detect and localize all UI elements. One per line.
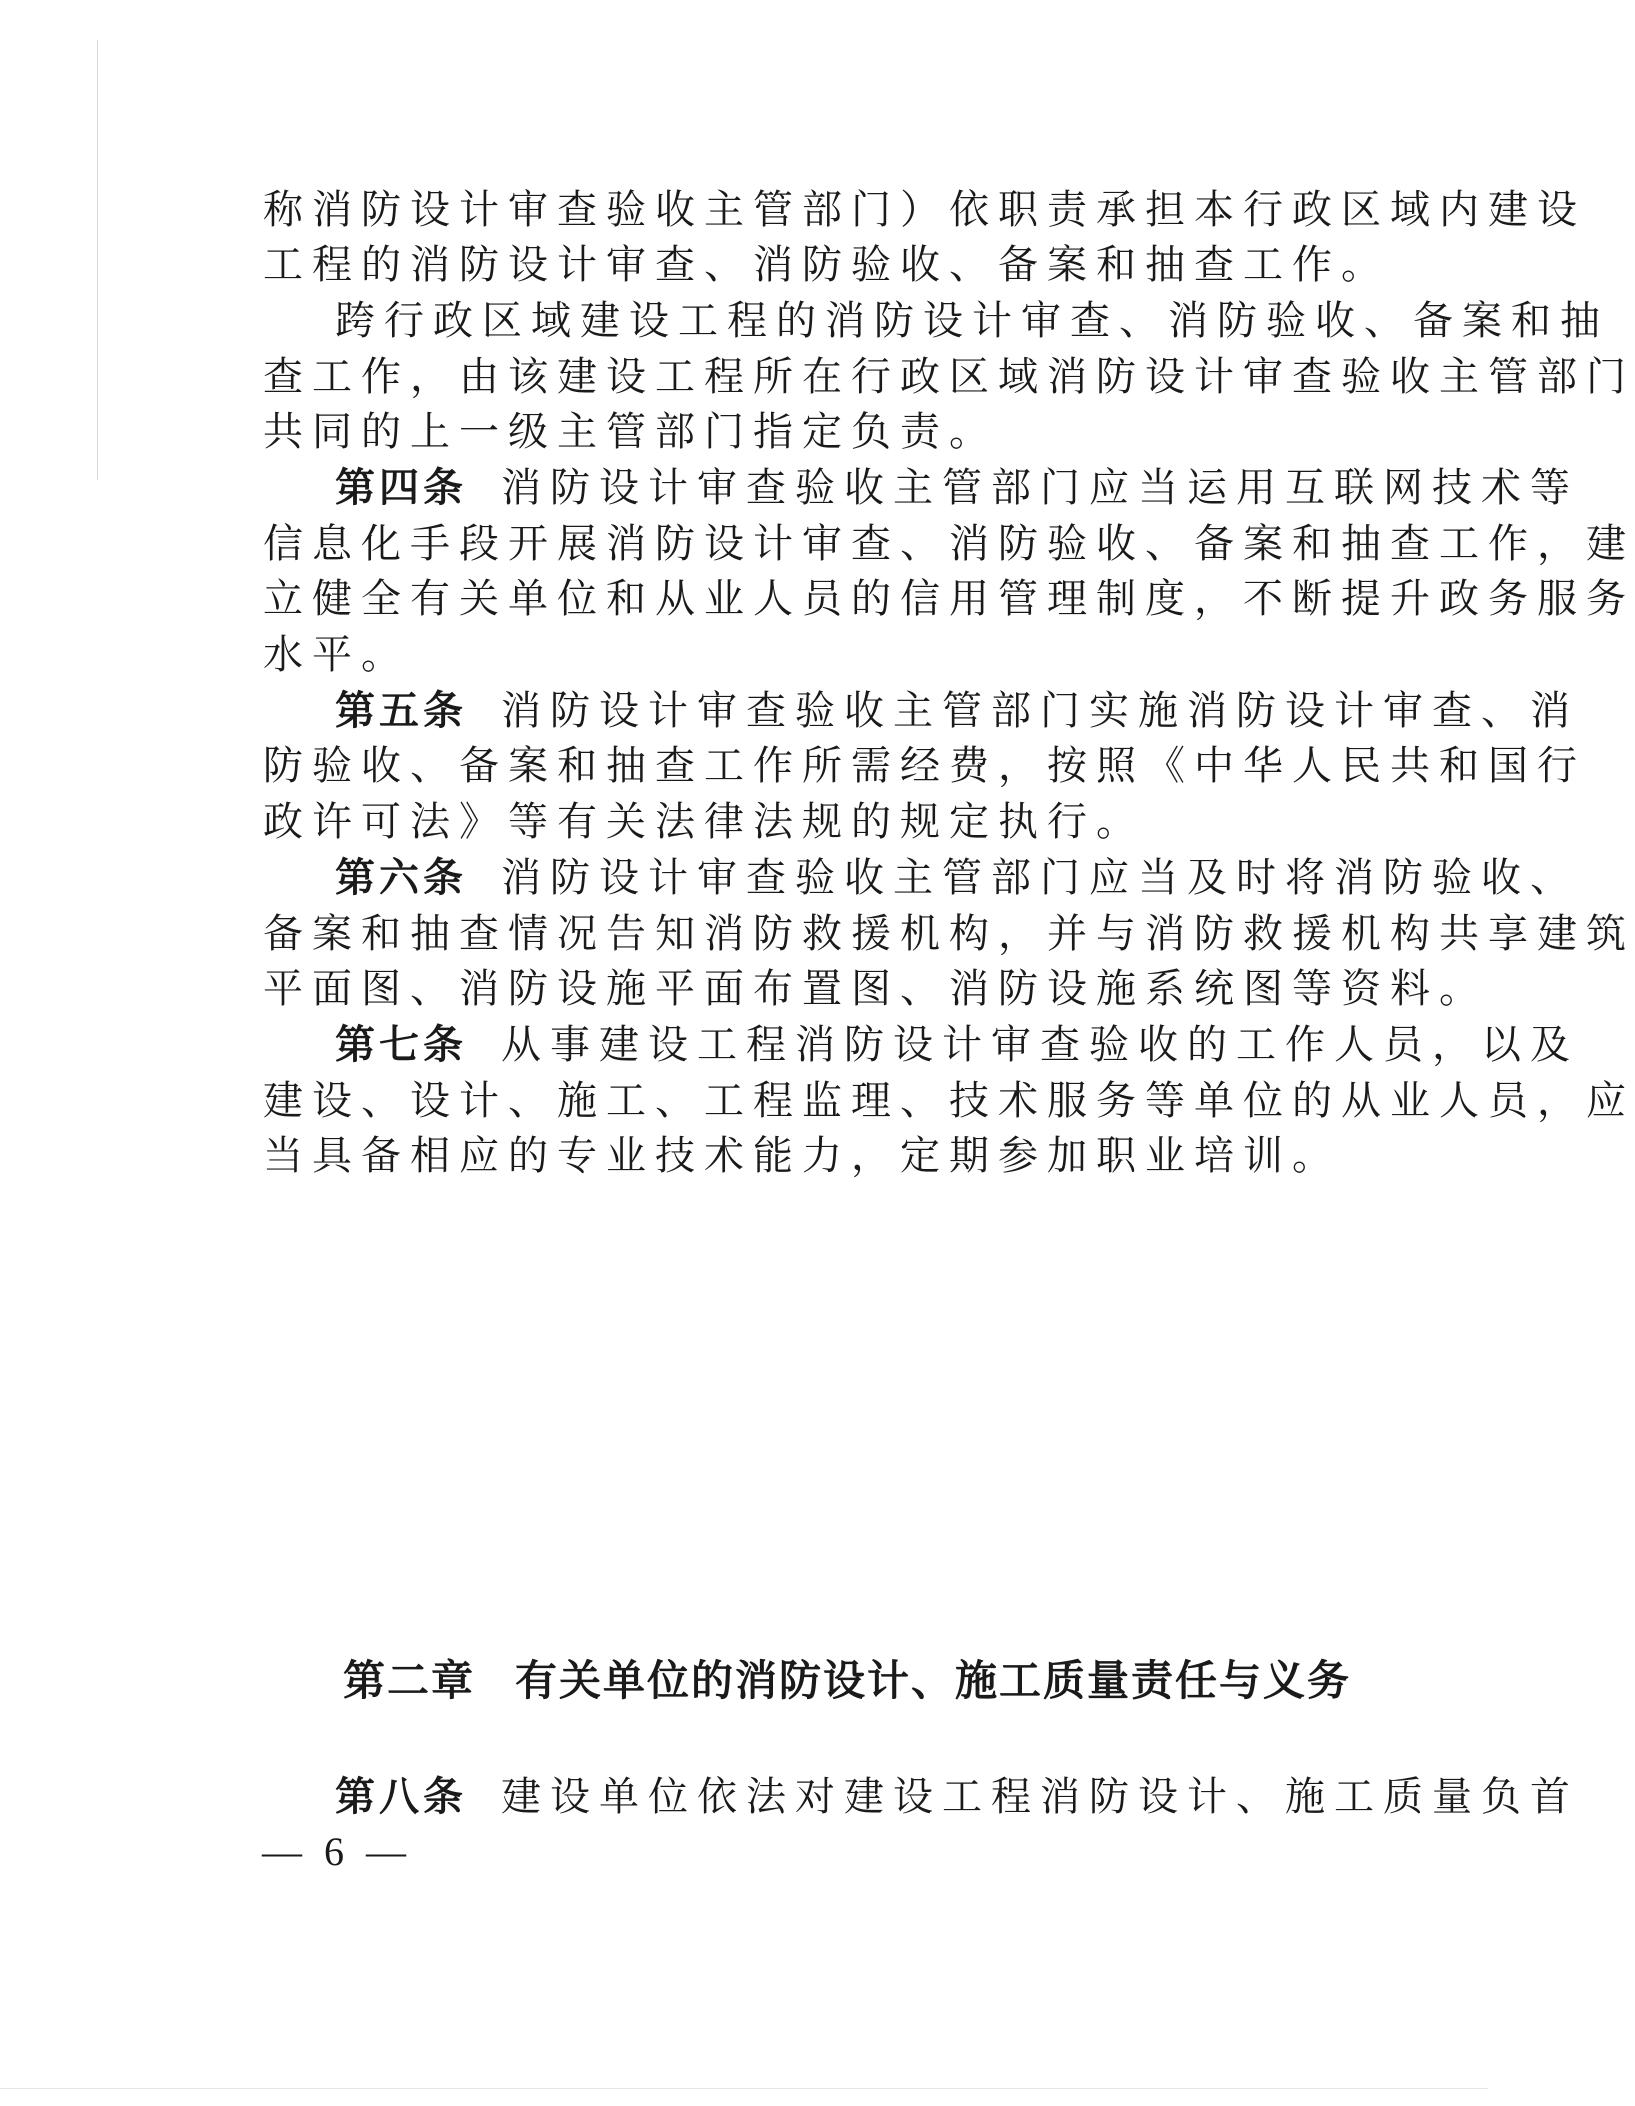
text-line: 建设、设计、施工、工程监理、技术服务等单位的从业人员，应 bbox=[263, 1078, 1635, 1124]
text-line: 称消防设计审查验收主管部门）依职责承担本行政区域内建设 bbox=[263, 187, 1586, 233]
article-5-first-line bbox=[335, 687, 1579, 735]
article-heading: 第四条 bbox=[335, 464, 467, 511]
article-7-first-line bbox=[335, 1021, 1579, 1069]
text-line: 平面图、消防设施平面布置图、消防设施系统图等资料。 bbox=[263, 966, 1488, 1012]
article-heading: 第七条 bbox=[335, 1021, 467, 1068]
text-line: 水平。 bbox=[263, 632, 410, 678]
article-heading: 第五条 bbox=[335, 687, 467, 734]
article-text: 消防设计审查验收主管部门应当及时将消防验收、 bbox=[501, 855, 1579, 901]
text-line: 共同的上一级主管部门指定负责。 bbox=[263, 409, 998, 455]
text-line: 查工作，由该建设工程所在行政区域消防设计审查验收主管部门 bbox=[263, 354, 1635, 400]
page-number: — 6 — bbox=[262, 1829, 412, 1874]
article-heading: 第八条 bbox=[335, 1773, 467, 1820]
chapter-number: 第二章 bbox=[343, 1656, 476, 1705]
text-line: 立健全有关单位和从业人员的信用管理制度，不断提升政务服务 bbox=[263, 576, 1635, 622]
article-text: 从事建设工程消防设计审查验收的工作人员，以及 bbox=[501, 1022, 1579, 1068]
text-line: 跨行政区域建设工程的消防设计审查、消防验收、备案和抽 bbox=[335, 298, 1609, 344]
article-text: 消防设计审查验收主管部门实施消防设计审查、消 bbox=[501, 688, 1579, 734]
page-bottom-edge bbox=[0, 2088, 1488, 2089]
chapter-title: 有关单位的消防设计、施工质量责任与义务 bbox=[515, 1656, 1352, 1705]
article-text: 消防设计审查验收主管部门应当运用互联网技术等 bbox=[501, 465, 1579, 511]
article-text: 建设单位依法对建设工程消防设计、施工质量负首 bbox=[501, 1774, 1579, 1820]
article-6-first-line bbox=[335, 854, 1579, 902]
text-line: 备案和抽查情况告知消防救援机构，并与消防救援机构共享建筑 bbox=[263, 911, 1635, 957]
text-line: 当具备相应的专业技术能力，定期参加职业培训。 bbox=[263, 1133, 1341, 1179]
text-line: 政许可法》等有关法律法规的规定执行。 bbox=[263, 799, 1145, 845]
article-8-first-line bbox=[335, 1773, 1579, 1821]
text-line: 防验收、备案和抽查工作所需经费，按照《中华人民共和国行 bbox=[263, 743, 1586, 789]
article-heading: 第六条 bbox=[335, 854, 467, 901]
text-line: 工程的消防设计审查、消防验收、备案和抽查工作。 bbox=[263, 242, 1390, 288]
chapter-heading bbox=[343, 1656, 1352, 1706]
article-4-first-line bbox=[335, 464, 1579, 512]
scan-margin-mark bbox=[97, 40, 98, 480]
text-line: 信息化手段开展消防设计审查、消防验收、备案和抽查工作，建 bbox=[263, 521, 1635, 567]
